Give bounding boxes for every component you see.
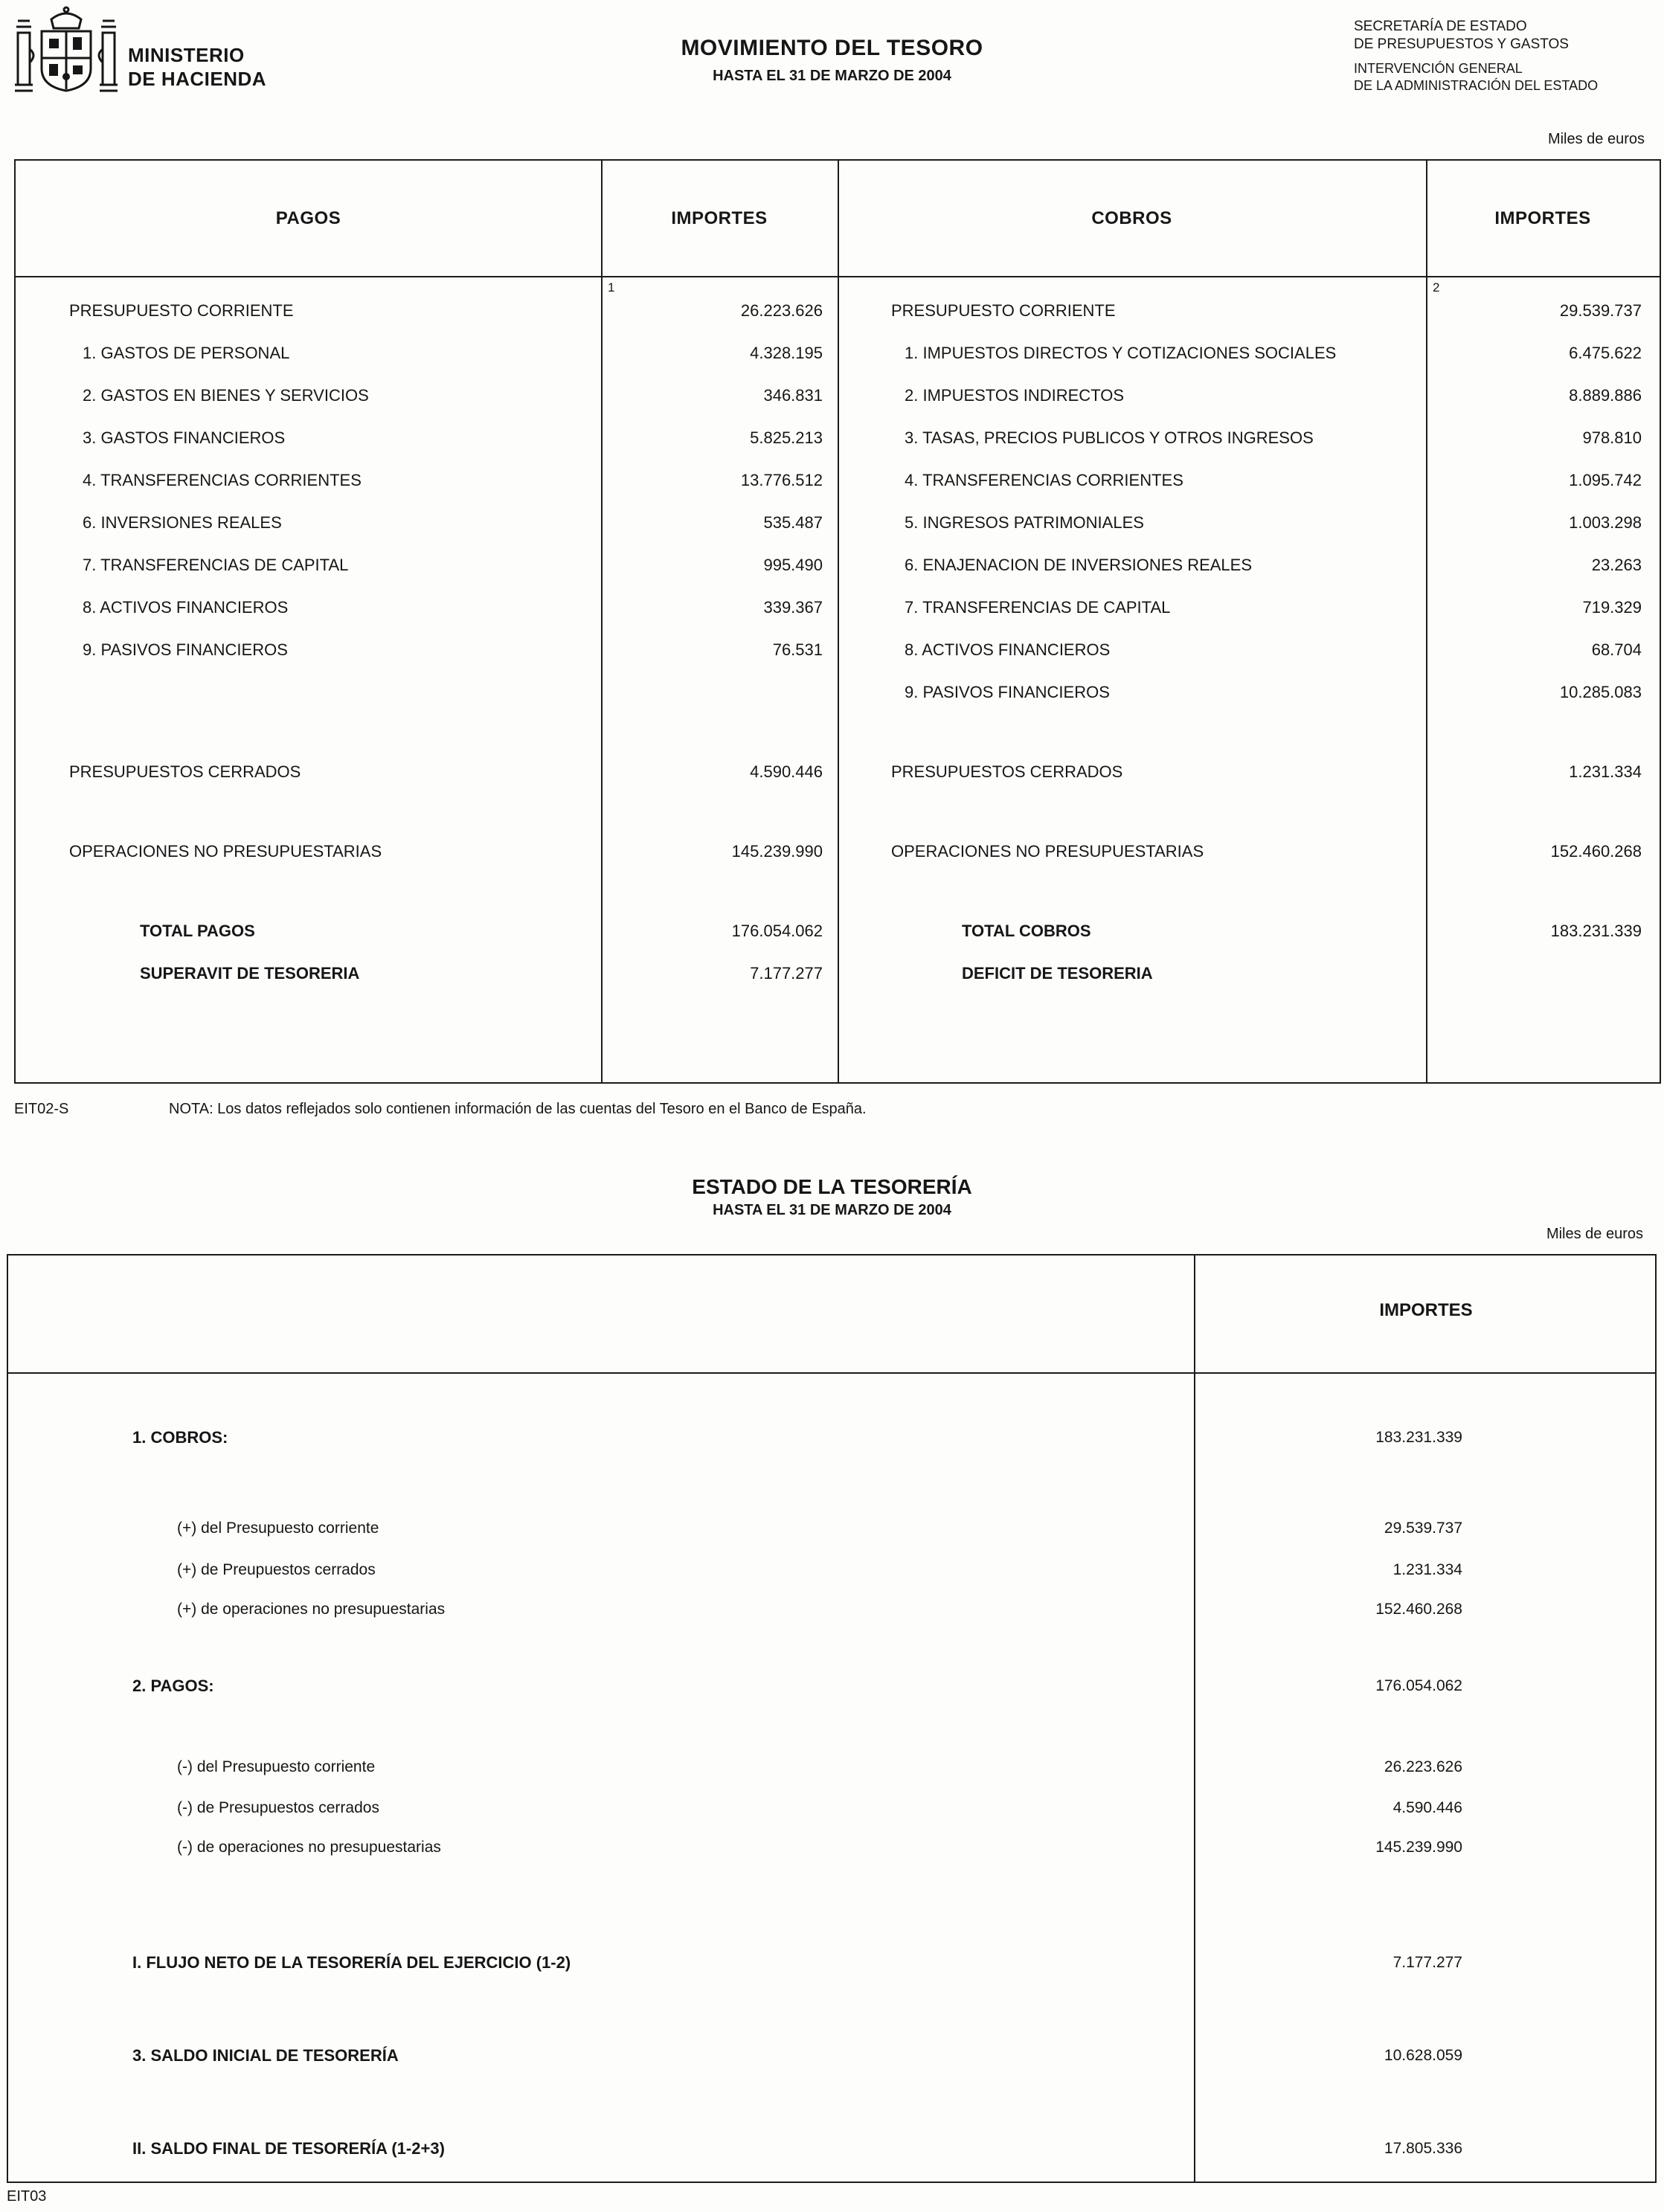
estado-label: (+) de Preupuestos cerrados: [177, 1561, 376, 1578]
secretaria-line1: SECRETARÍA DE ESTADO: [1354, 19, 1527, 34]
total-pagos-amount: 176.054.062: [731, 921, 823, 940]
estado-label: (-) del Presupuesto corriente: [177, 1758, 376, 1775]
cobro-label: 4. TRANSFERENCIAS CORRIENTES: [905, 470, 1183, 489]
estado-title: ESTADO DE LA TESORERÍA: [692, 1175, 972, 1198]
secretaria-line2: DE PRESUPUESTOS Y GASTOS: [1354, 36, 1569, 52]
pago-amount: 346.831: [763, 385, 823, 405]
estado-amount: 17.805.336: [1384, 2140, 1462, 2157]
column-divider: [601, 161, 603, 1082]
pago-label: PRESUPUESTOS CERRADOS: [69, 762, 301, 781]
table-row: [8, 1792, 1655, 1824]
cobro-amount: 1.231.334: [1569, 762, 1642, 781]
table-row: [8, 1831, 1655, 1864]
cobro-label: 6. ENAJENACION DE INVERSIONES REALES: [905, 555, 1253, 574]
total-pagos-label: TOTAL PAGOS: [140, 921, 255, 940]
estado-amount: 7.177.277: [1392, 1954, 1462, 1971]
table-footnote: NOTA: Los datos reflejados solo contienen información de las cuentas del Tesoro en el Banco de España.: [169, 1101, 867, 1117]
estado-amount: 152.460.268: [1375, 1601, 1462, 1618]
estado-label: 1. COBROS:: [132, 1428, 228, 1447]
estado-label: (+) del Presupuesto corriente: [177, 1520, 379, 1537]
footnote-marker-2: 2: [1433, 280, 1440, 295]
cobro-amount: 8.889.886: [1569, 385, 1642, 405]
cobro-label: PRESUPUESTO CORRIENTE: [891, 300, 1116, 320]
col-header-pagos: PAGOS: [275, 208, 341, 228]
pago-amount: 26.223.626: [740, 300, 823, 320]
pago-amount: 995.490: [763, 555, 823, 574]
pago-amount: 535.487: [763, 512, 823, 532]
table-row: [8, 1554, 1655, 1586]
cobro-label: OPERACIONES NO PRESUPUESTARIAS: [891, 841, 1204, 861]
total-cobros-label: TOTAL COBROS: [962, 921, 1091, 940]
form-code-eit03: EIT03: [7, 2188, 47, 2205]
pago-label: PRESUPUESTO CORRIENTE: [69, 300, 294, 320]
cobro-label: 7. TRANSFERENCIAS DE CAPITAL: [905, 597, 1171, 617]
table-row-saldo-final: [8, 2132, 1655, 2165]
estado-label: (-) de operaciones no presupuestarias: [177, 1839, 441, 1856]
cobro-label: 3. TASAS, PRECIOS PUBLICOS Y OTROS INGRESOS: [905, 428, 1314, 447]
cobro-amount: 6.475.622: [1569, 343, 1642, 362]
table-row-saldo-inicial: [8, 2039, 1655, 2072]
table-row: [8, 1421, 1655, 1454]
estado-amount: 10.628.059: [1384, 2047, 1462, 2064]
pago-label: 3. GASTOS FINANCIEROS: [83, 428, 286, 447]
estado-amount: 176.054.062: [1375, 1677, 1462, 1694]
pago-amount: 4.328.195: [750, 343, 823, 362]
estado-subtitle: HASTA EL 31 DE MARZO DE 2004: [713, 1202, 951, 1218]
pago-label: 1. GASTOS DE PERSONAL: [83, 343, 290, 362]
estado-amount: 26.223.626: [1384, 1758, 1462, 1775]
pago-label: 9. PASIVOS FINANCIEROS: [83, 640, 288, 659]
issuing-office-block: [1354, 18, 1598, 94]
form-code-eit02s: EIT02-S: [14, 1101, 69, 1117]
deficit-label: DEFICIT DE TESORERIA: [962, 963, 1153, 983]
table-row: [8, 1751, 1655, 1784]
superavit-amount: 7.177.277: [750, 963, 823, 983]
pago-amount: 339.367: [763, 597, 823, 617]
estado-amount: 183.231.339: [1375, 1429, 1462, 1446]
cobro-amount: 719.329: [1582, 597, 1642, 617]
estado-amount: 145.239.990: [1375, 1839, 1462, 1856]
cobro-amount: 1.095.742: [1569, 470, 1642, 489]
estado-label: (+) de operaciones no presupuestarias: [177, 1601, 446, 1618]
pago-label: 7. TRANSFERENCIAS DE CAPITAL: [83, 555, 349, 574]
estado-amount: 29.539.737: [1384, 1520, 1462, 1537]
table-row: [8, 1593, 1655, 1626]
col-header-importes-pagos: IMPORTES: [671, 208, 768, 228]
units-label-estado: Miles de euros: [1546, 1226, 1643, 1242]
estado-label: (-) de Presupuestos cerrados: [177, 1799, 379, 1816]
header-separator-line: [8, 1372, 1655, 1374]
pago-amount: 76.531: [772, 640, 823, 659]
cobro-label: 8. ACTIVOS FINANCIEROS: [905, 640, 1111, 659]
cobro-amount: 978.810: [1582, 428, 1642, 447]
estado-amount: 4.590.446: [1392, 1799, 1462, 1816]
cobro-amount: 68.704: [1591, 640, 1642, 659]
units-label-movimiento: Miles de euros: [1547, 131, 1645, 147]
cobro-label: 9. PASIVOS FINANCIEROS: [905, 682, 1110, 701]
table-row: [8, 1670, 1655, 1703]
intervencion-line1: INTERVENCIÓN GENERAL: [1354, 61, 1523, 76]
estado-table: [7, 1254, 1657, 2183]
estado-label: I. FLUJO NETO DE LA TESORERÍA DEL EJERCICIO (1-2): [132, 1953, 571, 1972]
pago-label: 4. TRANSFERENCIAS CORRIENTES: [83, 470, 362, 489]
ministry-line1: MINISTERIO: [128, 44, 245, 66]
cobro-label: 5. INGRESOS PATRIMONIALES: [905, 512, 1144, 532]
estado-label: 2. PAGOS:: [132, 1676, 214, 1695]
estado-label: II. SALDO FINAL DE TESORERÍA (1-2+3): [132, 2139, 445, 2158]
col-header-importes-cobros: IMPORTES: [1494, 208, 1591, 228]
pago-label: OPERACIONES NO PRESUPUESTARIAS: [69, 841, 382, 861]
cobro-label: 2. IMPUESTOS INDIRECTOS: [905, 385, 1125, 405]
estado-label: 3. SALDO INICIAL DE TESORERÍA: [132, 2046, 399, 2065]
cobro-amount: 10.285.083: [1559, 682, 1642, 701]
cobro-amount: 29.539.737: [1559, 300, 1642, 320]
footnote-marker-1: 1: [608, 280, 615, 295]
cobro-amount: 1.003.298: [1569, 512, 1642, 532]
pago-label: 6. INVERSIONES REALES: [83, 512, 282, 532]
total-cobros-amount: 183.231.339: [1550, 921, 1642, 940]
cobro-label: PRESUPUESTOS CERRADOS: [891, 762, 1123, 781]
pago-amount: 13.776.512: [740, 470, 823, 489]
table-row-flujo-neto: [8, 1946, 1655, 1979]
col-header-importes: IMPORTES: [1379, 1300, 1473, 1320]
column-divider: [838, 161, 839, 1082]
cobro-label: 1. IMPUESTOS DIRECTOS Y COTIZACIONES SOCIALES: [905, 343, 1337, 362]
document-title: MOVIMIENTO DEL TESORO: [681, 36, 983, 60]
superavit-label: SUPERAVIT DE TESORERIA: [140, 963, 360, 983]
pago-amount: 4.590.446: [750, 762, 823, 781]
pago-label: 2. GASTOS EN BIENES Y SERVICIOS: [83, 385, 369, 405]
pago-amount: 145.239.990: [731, 841, 823, 861]
pago-label: 8. ACTIVOS FINANCIEROS: [83, 597, 289, 617]
col-header-cobros: COBROS: [1091, 208, 1172, 228]
cobro-amount: 152.460.268: [1550, 841, 1642, 861]
table-row: [8, 1512, 1655, 1545]
estado-amount: 1.231.334: [1392, 1561, 1462, 1578]
document-subtitle: HASTA EL 31 DE MARZO DE 2004: [713, 68, 951, 84]
cobro-amount: 23.263: [1591, 555, 1642, 574]
intervencion-line2: DE LA ADMINISTRACIÓN DEL ESTADO: [1354, 78, 1599, 93]
pago-amount: 5.825.213: [750, 428, 823, 447]
ministry-line2: DE HACIENDA: [128, 68, 267, 90]
column-divider: [1426, 161, 1427, 1082]
movimiento-table: [14, 159, 1661, 1084]
